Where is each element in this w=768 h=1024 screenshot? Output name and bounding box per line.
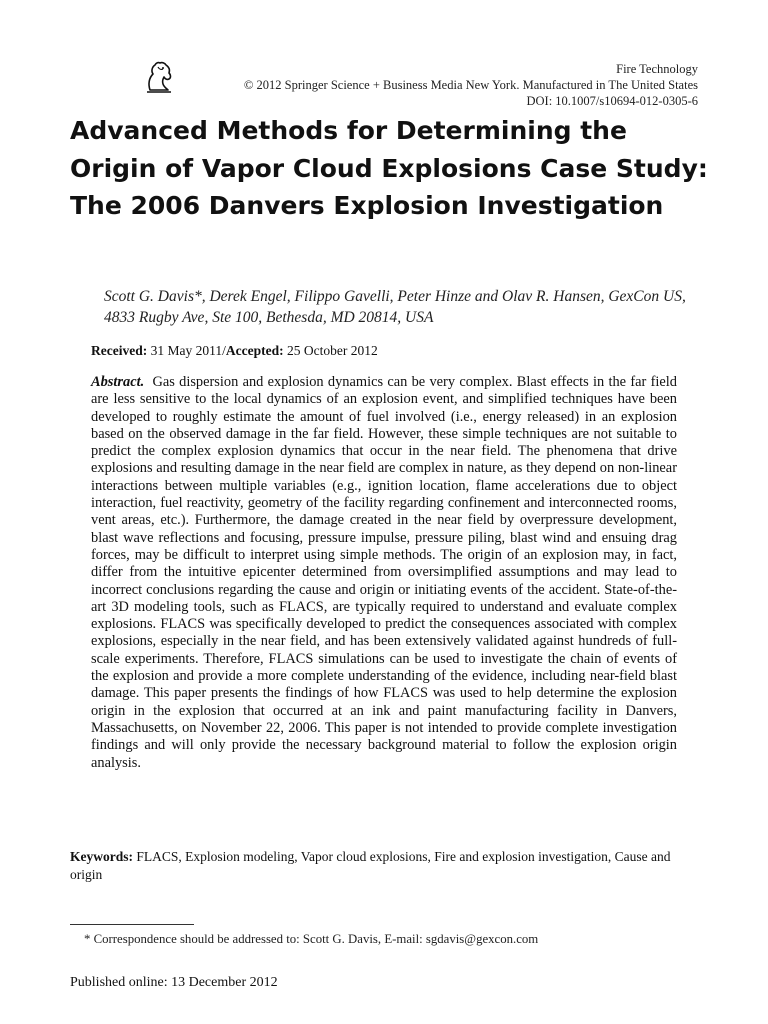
keywords-text: FLACS, Explosion modeling, Vapor cloud explosions, Fire and explosion investigation, Cause and origin xyxy=(70,849,671,882)
abstract-text: Gas dispersion and explosion dynamics can be very complex. Blast effects in the far field are less sensitive to the local dynamics of an explosion event, and simplified techniques have been developed to roughly estimate the amount of fuel involved (i.e., energy released) in an explosion based on the observed damage in the far field. However, these simple techniques are not suitable to predict the complex explosion dynamics that occur in the near field. The phenomena that drive explosions and resulting damage in the near field are complex in nature, as they depend on non-linear interactions between multiple variables (e.g., ignition location, flame accelerations due to object interaction, fuel reactivity, geometry of the facility regarding confinement and interconnected rooms, vent areas, etc.). Furthermore, the damage created in the near field by overpressure development, blast wave reflections and focusing, pressure impulse, pressure piling, blast wind and ensuing drag forces, may be difficult to interpret using simple methods. The origin of an explosion may, in fact, differ from the intuitive epicenter determined from oversimplified assumptions and may lead to incorrect conclusions regarding the cause and origin or initiating events of the accident. State-of-the-art 3D modeling tools, such as FLACS, are typically required to understand and evaluate complex explosions. FLACS was specifically developed to predict the consequences associated with complex explosions, especially in the near field, and has been extensively validated against hundreds of full-scale experiments. Therefore, FLACS simulations can be used to investigate the chain of events of the explosion and provide a more complete understanding of the evidence, including near-field blast damage. This paper presents the findings of how FLACS was used to help determine the explosion origin in the explosion that occurred at an ink and paint manufacturing facility in Danvers, Massachusetts, on November 22, 2006. This paper is not intended to provide complete investigation findings and will only provide the necessary background material to follow the explosion origin analysis. xyxy=(91,374,677,771)
doi: DOI: 10.1007/s10694-012-0305-6 xyxy=(526,94,698,108)
submission-dates xyxy=(91,342,378,360)
correspondence-footnote: * Correspondence should be addressed to: Scott G. Davis, E-mail: sgdavis@gexcon.com xyxy=(84,932,539,946)
accepted-date: 25 October 2012 xyxy=(286,343,378,358)
paper-title: Advanced Methods for Determining the Origin of Vapor Cloud Explosions Case Study: The 2006 Danvers Explosion Investigation xyxy=(70,116,708,220)
journal-header xyxy=(244,61,698,109)
footnote-rule xyxy=(70,924,194,925)
abstract-label: Abstract. xyxy=(91,374,145,390)
journal-name: Fire Technology xyxy=(616,62,698,76)
published-date: Published online: 13 December 2012 xyxy=(70,975,278,990)
keywords xyxy=(70,848,697,883)
copyright-line: © 2012 Springer Science + Business Media New York. Manufactured in The United States xyxy=(243,78,698,92)
springer-horse-icon xyxy=(144,60,174,94)
received-date: 31 May 2011 xyxy=(150,343,223,358)
keywords-label: Keywords: xyxy=(70,849,133,864)
abstract xyxy=(91,374,677,772)
date-separator: / xyxy=(222,343,226,358)
accepted-label: Accepted: xyxy=(225,343,284,358)
author-affiliation: Scott G. Davis*, Derek Engel, Filippo Gavelli, Peter Hinze and Olav R. Hansen, GexCon US, 4833 Rugby Ave, Ste 100, Bethesda, MD 20814, USA xyxy=(104,288,686,326)
received-label: Received: xyxy=(91,343,148,358)
